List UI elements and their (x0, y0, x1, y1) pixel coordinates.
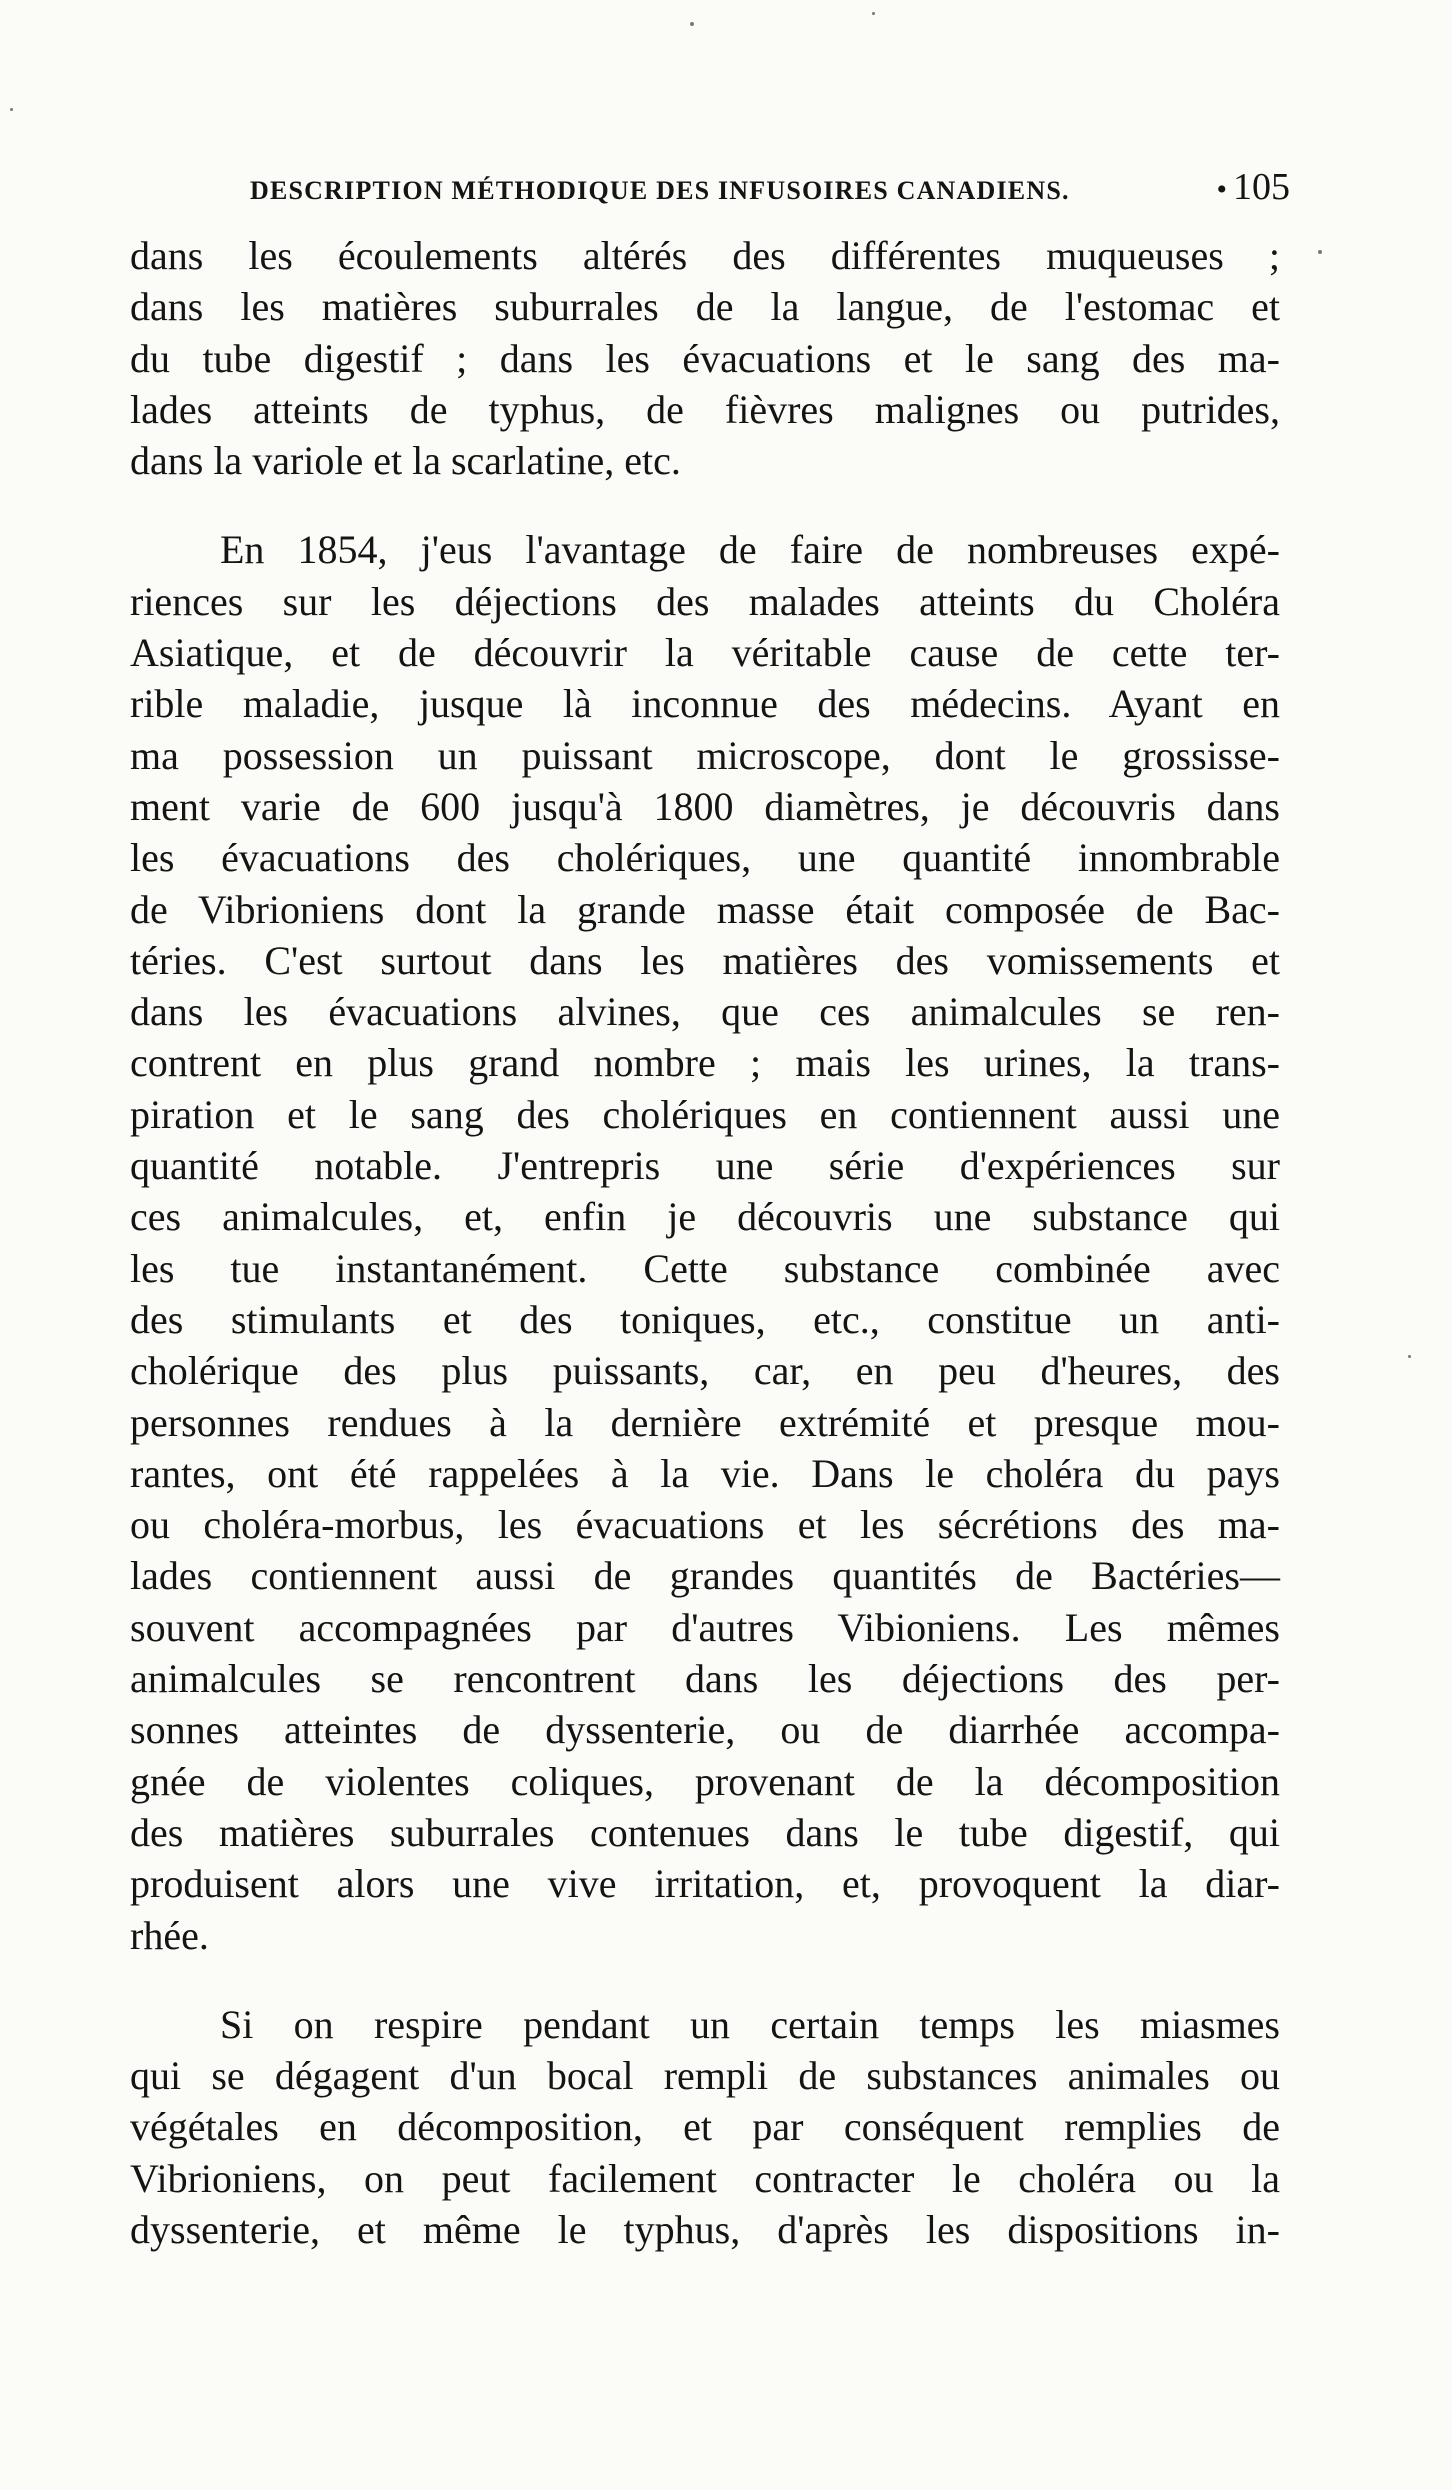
scan-speck (1408, 1355, 1411, 1358)
paragraph-gap (130, 1961, 1280, 1999)
text-line: Asiatique, et de découvrir la véritable cause de cette ter- (130, 630, 1280, 676)
paragraph (130, 230, 1280, 486)
text-line: les évacuations des cholériques, une quantité innombrable (130, 835, 1280, 881)
text-line: rantes, ont été rappelées à la vie. Dans le choléra du pays (130, 1450, 1280, 1496)
text-line: des matières suburrales contenues dans le tube digestif, qui (130, 1809, 1280, 1855)
paragraph (130, 524, 1280, 1960)
text-line: téries. C'est surtout dans les matières des vomissements et (130, 937, 1280, 983)
scan-speck (690, 22, 694, 26)
bullet-mark: • (1216, 173, 1227, 206)
text-line: lades contiennent aussi de grandes quantités de Bactéries— (130, 1553, 1280, 1599)
scan-speck (1318, 250, 1322, 254)
text-line: animalcules se rencontrent dans les déjections des per- (130, 1656, 1280, 1702)
text-line: rible maladie, jusque là inconnue des médecins. Ayant en (130, 681, 1280, 727)
text-line: qui se dégagent d'un bocal rempli de substances animales ou (130, 2053, 1280, 2099)
text-line: cholérique des plus puissants, car, en peu d'heures, des (130, 1348, 1280, 1394)
scan-speck (10, 108, 13, 111)
page-number: 105 (1233, 166, 1290, 208)
text-line: produisent alors une vive irritation, et, provoquent la diar- (130, 1861, 1280, 1907)
page-number-group (1216, 165, 1290, 209)
text-line: dyssenterie, et même le typhus, d'après les dispositions in- (130, 2206, 1280, 2252)
text-line: dans la variole et la scarlatine, etc. (130, 438, 681, 484)
text-line: En 1854, j'eus l'avantage de faire de nombreuses expé- (220, 527, 1280, 573)
text-line: les tue instantanément. Cette substance combinée avec (130, 1245, 1280, 1291)
text-line: végétales en décomposition, et par conséquent remplies de (130, 2104, 1280, 2150)
paragraph-gap (130, 486, 1280, 524)
text-line: ces animalcules, et, enfin je découvris une substance qui (130, 1194, 1280, 1240)
text-line: sonnes atteintes de dyssenterie, ou de diarrhée accompa- (130, 1707, 1280, 1753)
paragraph (130, 1999, 1280, 2255)
text-line: contrent en plus grand nombre ; mais les urines, la trans- (130, 1040, 1280, 1086)
text-line: riences sur les déjections des malades atteints du Choléra (130, 578, 1280, 624)
text-line: gnée de violentes coliques, provenant de la décomposition (130, 1758, 1280, 1804)
text-line: ou choléra-morbus, les évacuations et les sécrétions des ma- (130, 1502, 1280, 1548)
text-line: piration et le sang des cholériques en contiennent aussi une (130, 1091, 1280, 1137)
running-head (250, 165, 1290, 209)
text-line: quantité notable. J'entrepris une série d'expériences sur (130, 1143, 1280, 1189)
text-line: souvent accompagnées par d'autres Vibioniens. Les mêmes (130, 1604, 1280, 1650)
text-line: Si on respire pendant un certain temps les miasmes (220, 2001, 1280, 2047)
text-line: du tube digestif ; dans les évacuations et le sang des ma- (130, 335, 1280, 381)
text-line: dans les écoulements altérés des différentes muqueuses ; (130, 233, 1280, 278)
text-line: des stimulants et des toniques, etc., constitue un anti- (130, 1296, 1280, 1342)
text-line: de Vibrioniens dont la grande masse était composée de Bac- (130, 886, 1280, 932)
text-line: ment varie de 600 jusqu'à 1800 diamètres, je découvris dans (130, 783, 1280, 829)
body-text (130, 230, 1280, 2255)
text-line: dans les évacuations alvines, que ces animalcules se ren- (130, 989, 1280, 1035)
scan-speck (872, 12, 875, 15)
text-line: rhée. (130, 1912, 209, 1958)
text-line: dans les matières suburrales de la langue, de l'estomac et (130, 284, 1280, 330)
text-line: ma possession un puissant microscope, dont le grossisse- (130, 732, 1280, 778)
text-line: Vibrioniens, on peut facilement contracter le choléra ou la (130, 2155, 1280, 2201)
running-title: DESCRIPTION MÉTHODIQUE DES INFUSOIRES CANADIENS. (250, 176, 1070, 205)
text-line: lades atteints de typhus, de fièvres malignes ou putrides, (130, 386, 1280, 432)
text-line: personnes rendues à la dernière extrémité et presque mou- (130, 1399, 1280, 1445)
